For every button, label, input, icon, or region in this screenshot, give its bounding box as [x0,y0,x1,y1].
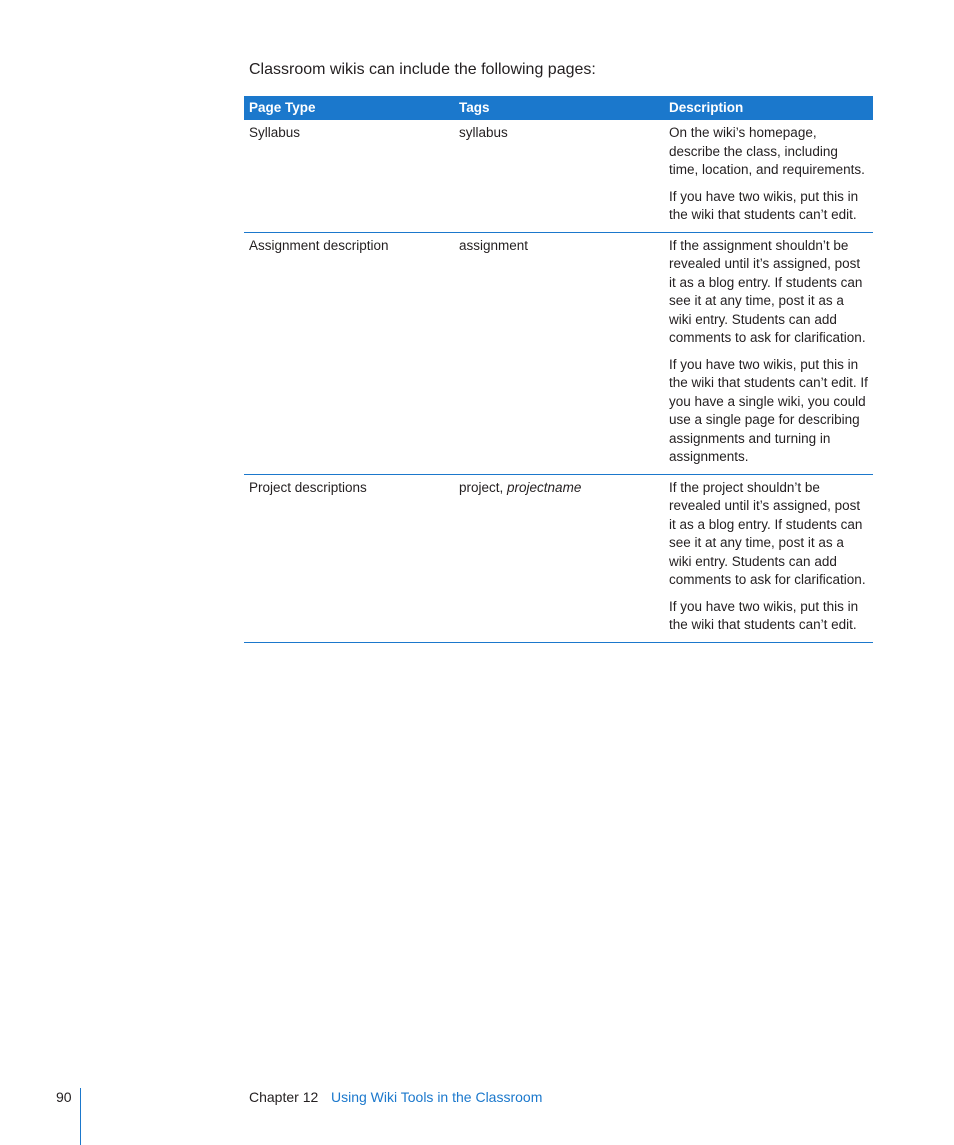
description-paragraph: If you have two wikis, put this in the wiki that students can’t edit. If you have a single wiki, you could use a single page for describing assignments and turning in assignments. [669,356,868,464]
tags-text: syllabus [459,125,508,140]
table-row [244,120,873,232]
description-paragraph: If the project shouldn’t be revealed until it’s assigned, post it as a blog entry. If students can see it at any time, post it as a wiki entry. Students can add comments to ask for clarification. [669,479,866,587]
table-row [244,474,873,642]
description-cell [664,474,873,642]
header-page-type: Page Type [244,96,454,120]
description-paragraph: On the wiki’s homepage, describe the class, including time, location, and requirements. [669,125,865,177]
tags-text: assignment [459,237,529,253]
page-type-cell: Project descriptions [244,474,454,642]
chapter-label: Chapter 12 [249,1089,319,1105]
description-paragraph: If you have two wikis, put this in the wiki that students can’t edit. [669,598,859,632]
page-number: 90 [56,1089,72,1105]
chapter-title-link[interactable]: Using Wiki Tools in the Classroom [331,1089,543,1105]
page-type-cell: Assignment description [244,232,454,474]
tags-cell [454,120,664,232]
intro-text: Classroom wikis can include the following pages: [249,61,596,78]
tags-italic-text: projectname [507,479,582,495]
tags-cell [454,232,664,474]
table-row [244,232,873,474]
tags-text: project, [459,479,508,495]
tags-cell [454,474,664,642]
page-type-cell: Syllabus [244,120,454,232]
table-header-row [244,96,873,120]
description-cell [664,120,873,232]
description-paragraph: If you have two wikis, put this in the wiki that students can’t edit. [669,188,859,222]
page-types-table [244,96,873,643]
header-description: Description [664,96,873,120]
header-tags: Tags [454,96,664,120]
description-paragraph: If the assignment shouldn’t be revealed until it’s assigned, post it as a blog entry. If students can see it at any time, post it as a wiki entry. Students can add comments to ask for clarification. [669,237,866,345]
description-cell [664,232,873,474]
footer-divider [80,1088,81,1145]
